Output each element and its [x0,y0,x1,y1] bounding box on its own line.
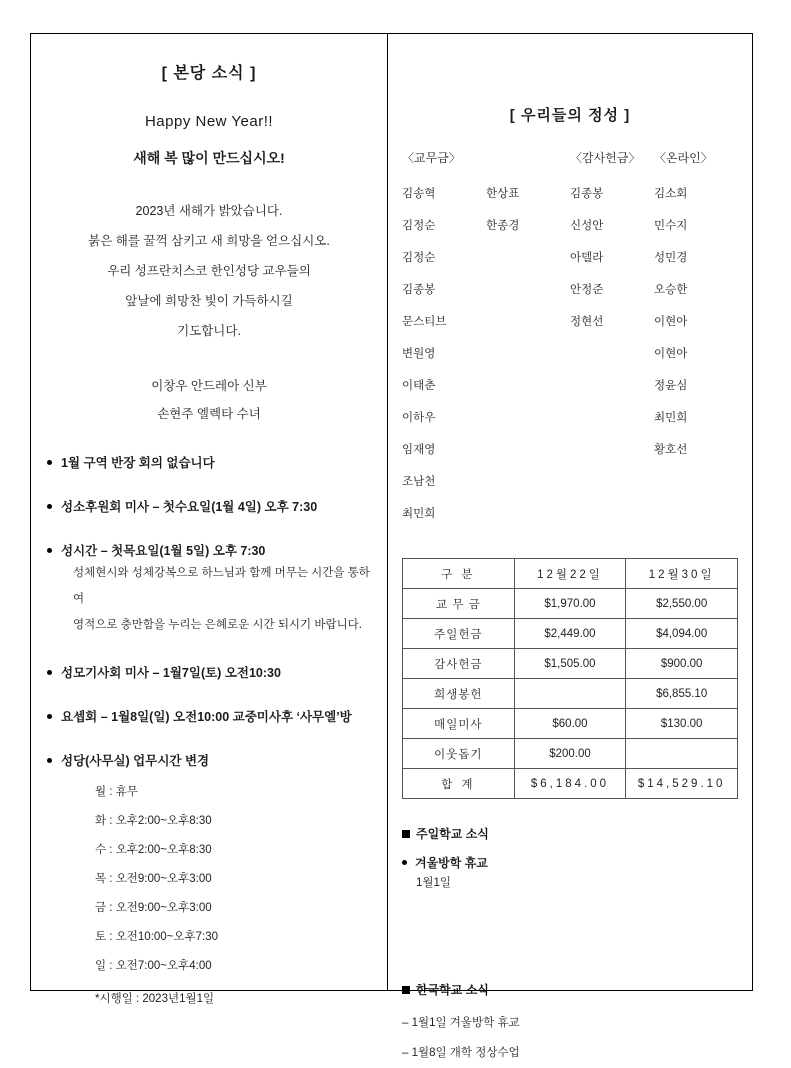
donor-name: 김소회 [654,188,688,200]
office-hours-row: 일 : 오전7:00~오후4:00 [95,960,212,972]
notice-title: 성당(사무실) 업무시간 변경 [47,752,371,770]
korean-school-item: – 1월8일 개학 정상수업 [402,1047,520,1059]
donor-column-1 [402,178,486,530]
bulletin-page [30,33,753,1059]
total-label: 합 계 [403,769,515,799]
sunday-school-heading [402,825,738,842]
table-header-row [403,559,738,589]
table-row [403,589,738,619]
notice-title: 성모기사회 미사 – 1월7일(토) 오전10:30 [47,664,371,682]
donor-name: 황호선 [654,444,688,456]
office-hours-row: 토 : 오전10:00~오후7:30 [95,931,219,943]
office-hours-row: 목 : 오전9:00~오후3:00 [95,873,212,885]
table-row [403,739,738,769]
square-bullet-icon [402,986,410,994]
column-header-category: 구 분 [403,559,515,589]
table-total-row [403,769,738,799]
table-row [403,619,738,649]
donor-name: 안정준 [570,284,604,296]
row-value-date1: $2,449.00 [514,619,626,649]
donor-name: 김정순 [402,252,436,264]
table-row [403,679,738,709]
office-hours-note: *시행일 : 2023년1월1일 [95,993,215,1005]
donor-name: 문스티브 [402,316,447,328]
donor-column-3 [570,178,654,530]
row-value-date2 [626,739,738,769]
column-header-date2: 12월30일 [626,559,738,589]
donor-name: 임재영 [402,444,436,456]
intro-line: 기도합니다. [177,324,241,338]
row-label: 희생봉헌 [403,679,515,709]
notice-title: 성시간 – 첫목요일(1월 5일) 오후 7:30 [47,542,371,560]
donor-name: 이현아 [654,316,688,328]
donor-name: 정현선 [570,316,604,328]
donor-name: 오승한 [654,284,688,296]
greeting-korean: 새해 복 많이 만드십시오! [133,150,285,166]
notice-title: 성소후원회 미사 – 첫수요일(1월 4일) 오후 7:30 [47,498,371,516]
intro-line: 앞날에 희망찬 빛이 가득하시길 [125,294,293,308]
row-label: 감사헌금 [403,649,515,679]
row-value-date2: $4,094.00 [626,619,738,649]
notice-detail: 성체현시와 성체강복으로 하느님과 함께 머무는 시간을 통하여 [73,567,370,605]
donor-name: 민수지 [654,220,688,232]
row-label: 교 무 금 [403,589,515,619]
donor-column-4 [654,178,738,530]
office-hours-list [47,778,371,1014]
donor-name: 김종봉 [402,284,436,296]
donor-name: 한상표 [486,188,520,200]
donor-columns [402,178,738,530]
finance-table [402,558,738,799]
intro-line: 붉은 해를 꿀꺽 삼키고 새 희망을 얻으십시오. [88,234,330,248]
donor-name: 변원영 [402,348,436,360]
donor-header-membership: 〈교무금〉 [402,151,461,165]
sunday-school-section [402,825,738,895]
donor-name: 김송혁 [402,188,436,200]
donor-name: 이태춘 [402,380,436,392]
notice-item [47,708,371,726]
notice-item [47,542,371,638]
row-label: 이웃돕기 [403,739,515,769]
notice-item [47,454,371,472]
square-bullet-icon [402,830,410,838]
signature-block [47,372,371,428]
notice-title: 요셉회 – 1월8일(일) 오전10:00 교중미사후 ‘사무엘’방 [47,708,371,726]
signature-priest: 이창우 안드레아 신부 [151,379,267,393]
notice-detail: 영적으로 충만함을 누리는 은혜로운 시간 되시기 바랍니다. [73,619,362,631]
row-label: 매일미사 [403,709,515,739]
column-header-date1: 12월22일 [514,559,626,589]
korean-school-item: – 1월1일 겨울방학 휴교 [402,1017,520,1029]
office-hours-row: 화 : 오후2:00~오후8:30 [95,815,212,827]
donor-column-headers [402,149,738,166]
row-value-date2: $130.00 [626,709,738,739]
sunday-school-heading-label: 주일학교 소식 [416,827,489,841]
intro-line: 2023년 새해가 밝았습니다. [135,204,283,218]
korean-school-heading [402,981,738,998]
signature-sister: 손현주 엘렉타 수녀 [157,407,261,421]
notice-title: 1월 구역 반장 회의 없습니다 [47,454,371,472]
row-value-date1: $1,505.00 [514,649,626,679]
total-value-date1: $6,184.00 [514,769,626,799]
row-value-date1: $200.00 [514,739,626,769]
sunday-school-date: 1월1일 [416,877,452,889]
intro-paragraph [47,196,371,346]
offering-title: [ 우리들의 정성 ] [509,107,631,124]
table-row [403,649,738,679]
donor-name: 성민경 [654,252,688,264]
notice-item [47,498,371,516]
row-value-date1: $1,970.00 [514,589,626,619]
row-value-date2: $2,550.00 [626,589,738,619]
donor-name: 김정순 [402,220,436,232]
greeting-english: Happy New Year!! [144,113,274,130]
donor-name: 이현아 [654,348,688,360]
donor-name: 한종경 [486,220,520,232]
donor-header-online: 〈온라인〉 [654,151,713,165]
office-hours-row: 금 : 오전9:00~오후3:00 [95,902,212,914]
office-hours-row: 수 : 오후2:00~오후8:30 [95,844,212,856]
row-value-date2: $900.00 [626,649,738,679]
korean-school-heading-label: 한국학교 소식 [416,983,489,997]
donor-column-2 [486,178,570,530]
left-column [31,34,388,1005]
total-value-date2: $14,529.10 [626,769,738,799]
donor-name: 신성안 [570,220,604,232]
right-column [388,34,752,1059]
sunday-school-item: 겨울방학 휴교 [402,854,738,871]
row-value-date1: $60.00 [514,709,626,739]
notice-list [47,454,371,1014]
table-row [403,709,738,739]
intro-line: 우리 성프란치스코 한인성당 교우들의 [107,264,311,278]
donor-header-thanks: 〈감사헌금〉 [570,151,641,165]
donor-name: 아델라 [570,252,604,264]
donor-name: 김종봉 [570,188,604,200]
donor-name: 이하우 [402,412,436,424]
bulletin-title: [ 본당 소식 ] [161,65,257,82]
korean-school-section [402,981,738,1068]
row-value-date2: $6,855.10 [626,679,738,709]
row-label: 주일헌금 [403,619,515,649]
donor-name: 조남천 [402,476,436,488]
donor-name: 정윤심 [654,380,688,392]
spacer [402,895,738,955]
notice-item [47,664,371,682]
office-hours-row: 월 : 휴무 [95,786,138,798]
notice-item [47,752,371,1014]
donor-name: 최민희 [402,508,436,520]
donor-name: 최민희 [654,412,688,424]
row-value-date1 [514,679,626,709]
